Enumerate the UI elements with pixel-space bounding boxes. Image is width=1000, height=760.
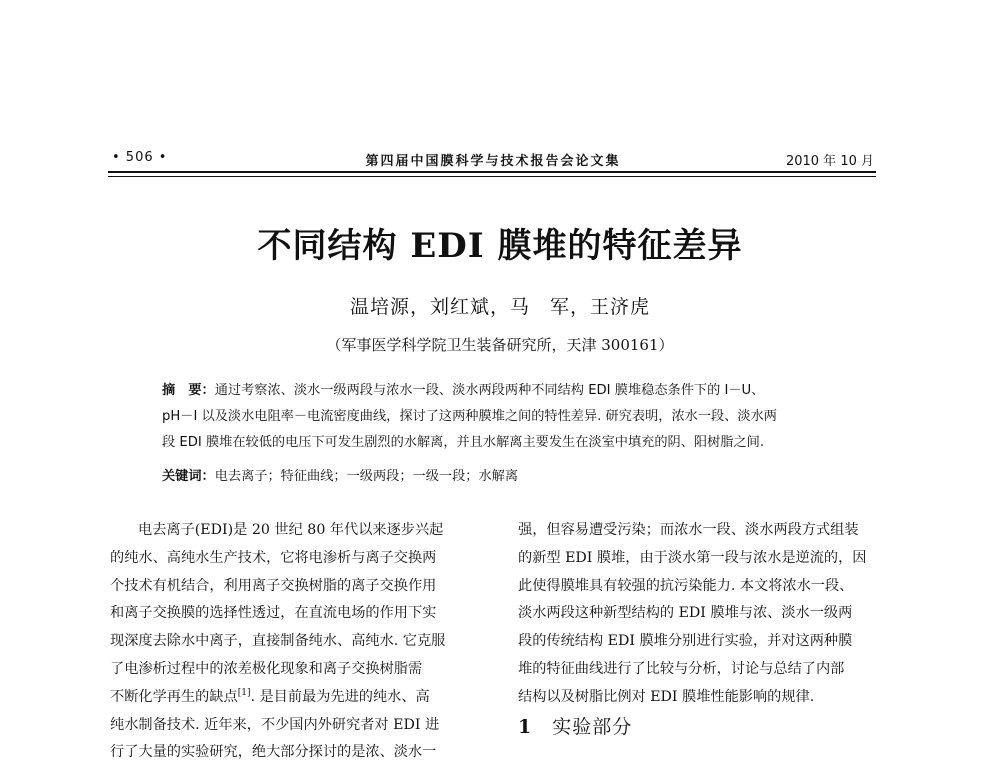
body-line: 了电渗析过程中的浓差极化现象和离子交换树脂需 (110, 660, 423, 677)
citation[interactable]: [1] (237, 687, 251, 698)
header-rule-thin (108, 176, 876, 177)
section-title: 实验部分 (552, 716, 633, 738)
section-number: 1 (518, 716, 533, 738)
keywords-text: 电去离子；特征曲线；一级两段；一级一段；水解离 (214, 469, 519, 484)
section-heading (518, 712, 632, 739)
header-rule-thick (108, 171, 876, 173)
abstract-label: 摘 要： (162, 383, 215, 398)
body-line: 个技术有机结合，利用离子交换树脂的离子交换作用 (110, 577, 437, 594)
body-line: 淡水两段这种新型结构的 EDI 膜堆与浓、淡水一级两 (518, 605, 853, 622)
journal-title: 第四届中国膜科学与技术报告会论文集 (365, 154, 621, 169)
abstract-line-1: 摘 要：通过考察浓、淡水一级两段与浓水一段、淡水两段两种不同结构 EDI 膜堆稳态条件下的 I－U、 (162, 383, 765, 398)
publication-date: 2010 年 10 月 (785, 154, 874, 169)
body-line: 不断化学再生的缺点[1]. 是目前最为先进的纯水、高 (110, 687, 430, 705)
body-line: 电去离子(EDI)是 20 世纪 80 年代以来逐步兴起 (138, 522, 444, 538)
body-line: 行了大量的实验研究，绝大部分探讨的是浓、淡水一 (110, 744, 437, 760)
body-line: 强，但容易遭受污染；而浓水一段、淡水两段方式组装 (518, 522, 859, 538)
abstract (162, 378, 852, 456)
body-line: 堆的特征曲线进行了比较与分析，讨论与总结了内部 (518, 660, 845, 677)
page-number: • 506 • (112, 150, 168, 165)
body-line: 现深度去除水中离子，直接制备纯水、高纯水. 它克服 (110, 633, 446, 650)
keywords-label: 关键词： (162, 469, 215, 484)
body-line: 和离子交换膜的选择性透过，在直流电场的作用下实 (110, 605, 437, 622)
keywords (162, 466, 852, 488)
paper-affiliation: （军事医学科学院卫生装备研究所，天津 300161） (326, 336, 674, 354)
paper-title: 不同结构 EDI 膜堆的特征差异 (257, 226, 743, 266)
paper-authors: 温培源，刘红斌，马 军，王济虎 (349, 296, 650, 318)
body-column-right (518, 517, 888, 712)
abstract-line-2: pH－I 以及淡水电阻率－电流密度曲线，探讨了这两种膜堆之间的特性差异. 研究表明，浓水一段、淡水两 (162, 409, 777, 424)
abstract-line-3: 段 EDI 膜堆在较低的电压下可发生剧烈的水解离，并且水解离主要发生在淡室中填充的阴、阳树脂之间. (162, 435, 765, 450)
body-line: 此使得膜堆具有较强的抗污染能力. 本文将浓水一段、 (518, 577, 854, 594)
body-line: 的新型 EDI 膜堆，由于淡水第一段与浓水是逆流的，因 (518, 549, 867, 566)
body-column-left (110, 517, 488, 760)
body-line: 结构以及树脂比例对 EDI 膜堆性能影响的规律. (518, 688, 815, 705)
running-header (112, 150, 874, 170)
body-line: 纯水制备技术. 近年来，不少国内外研究者对 EDI 进 (110, 716, 440, 733)
body-line: 的纯水、高纯水生产技术，它将电渗析与离子交换两 (110, 549, 437, 566)
body-line: 段的传统结构 EDI 膜堆分别进行实验，并对这两种膜 (518, 633, 853, 650)
